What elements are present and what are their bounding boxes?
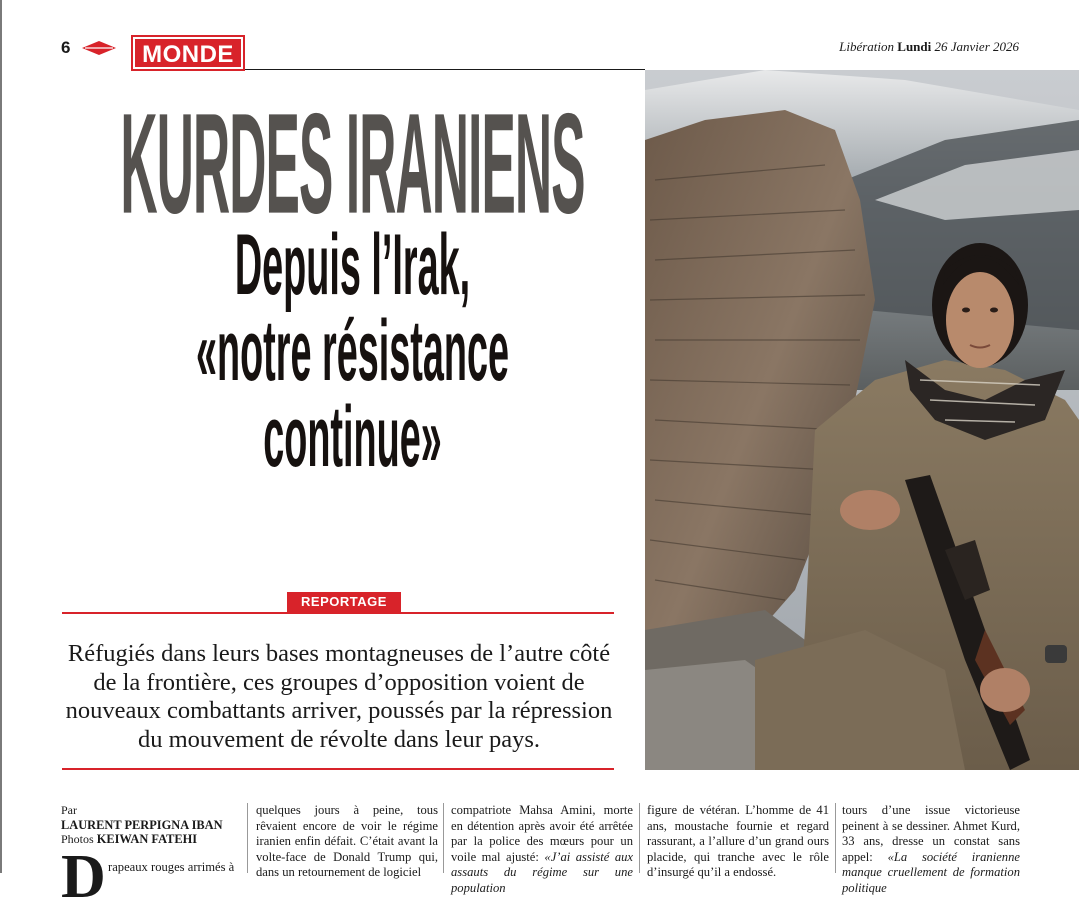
column-rule [247, 803, 248, 873]
headline-title-line-1: Depuis l’Irak, [234, 215, 471, 313]
body-column-3-quote: «J’ai assisté aux assauts du régime sur une population [451, 849, 633, 895]
column-rule [443, 803, 444, 873]
body-column-3-text: compatriote Mahsa Amini, morte en détention après avoir été arrêtée par la police des mœurs pour un voile mal ajusté: [451, 803, 633, 864]
byline-photographer: KEIWAN FATEHI [96, 832, 198, 847]
byline-author: LAURENT PERPIGNA IBAN [61, 817, 223, 832]
body-column-5-text: tours d’une issue victorieuse peinent à se dessiner. Ahmet Kurd, 33 ans, dresse un constat sans appel: [842, 803, 1020, 864]
body-column-3 [451, 803, 633, 896]
page-edge-left [0, 0, 2, 873]
masthead-day: Lundi [897, 39, 932, 54]
headline-kicker: KURDES IRANIENS [120, 82, 585, 244]
photo-kurdish-fighter [645, 70, 1079, 770]
reportage-tag: REPORTAGE [287, 592, 401, 612]
dropcap: D [61, 843, 106, 911]
column-rule [639, 803, 640, 873]
body-column-5-quote: «La société iranienne manque cruellement de formation politique [842, 849, 1020, 895]
masthead [839, 39, 1019, 55]
masthead-date: 26 Janvier 2026 [934, 39, 1019, 54]
byline-par: Par [61, 803, 77, 817]
header-rule [245, 69, 645, 70]
standfirst: Réfugiés dans leurs bases montagneuses de l’autre côté de la frontière, ces groupes d’opposition voient de nouveaux combattants arriver, poussés par la répression du mouvement de révolte dans leur pays. [65, 640, 613, 753]
masthead-publication: Libération [839, 39, 895, 54]
red-rule-top [62, 612, 614, 614]
red-rule-bottom [62, 768, 614, 770]
red-diamond-icon [82, 41, 116, 55]
body-column-4: figure de vétéran. L’homme de 41 ans, moustache fournie et regard rassurant, a l’allure d’un grand ours placide, qui tranche avec le rôle d’insurgé qu’il a endossé. [647, 803, 829, 879]
section-tag: MONDE [133, 37, 243, 69]
headline-title [60, 215, 645, 485]
body-column-5 [842, 803, 1020, 896]
column-rule [835, 803, 836, 873]
byline-photos-label: Photos [61, 832, 94, 847]
headline-title-line-3: continue» [263, 388, 442, 485]
headline-title-line-2: «notre résistance [195, 301, 510, 399]
body-column-2: quelques jours à peine, tous rêvaient encore de voir le régime iranien enfin défait. C’était avant la volte-face de Donald Trump qui, dans un retournement de logiciel [256, 803, 438, 879]
body-column-1: rapeaux rouges arrimés à [108, 860, 235, 874]
byline [61, 803, 223, 847]
page-number: 6 [61, 38, 71, 57]
